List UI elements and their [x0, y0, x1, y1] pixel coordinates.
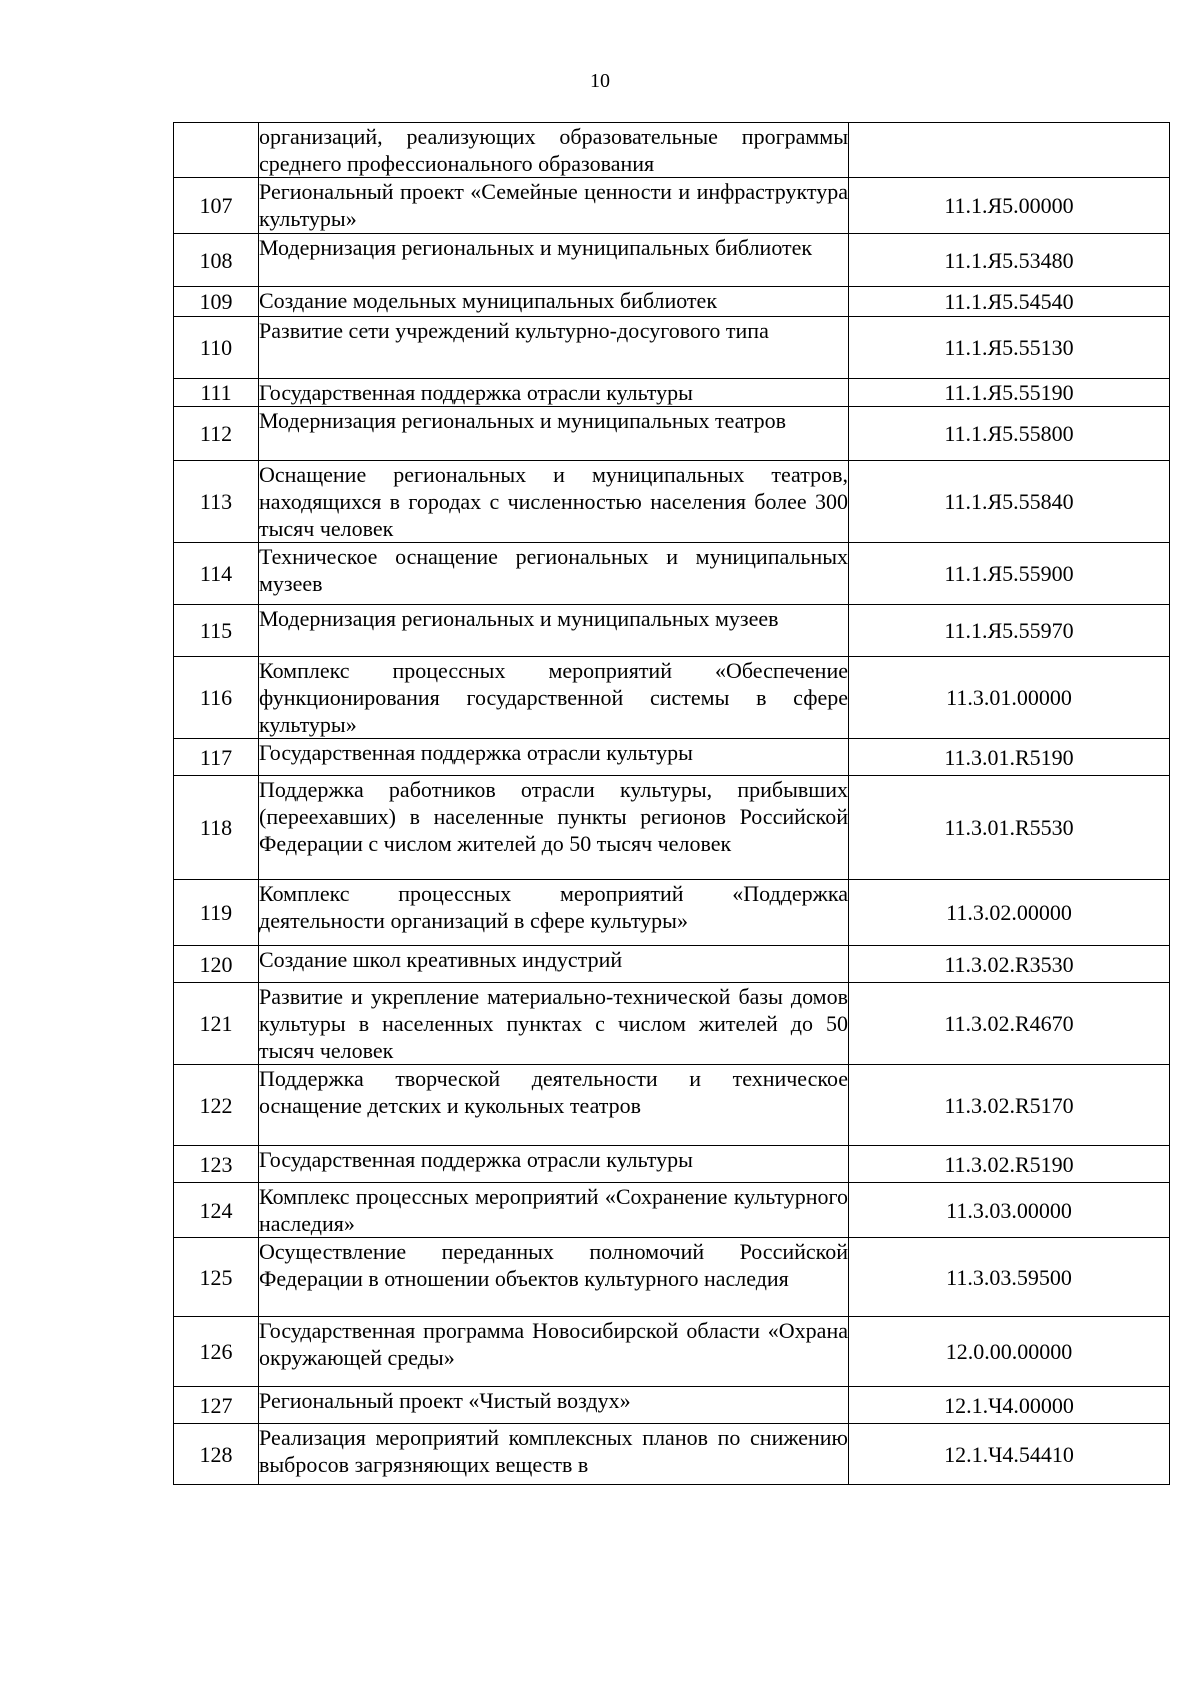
row-number: 115 — [174, 605, 259, 657]
row-name: Поддержка творческой деятельности и техническое оснащение детских и кукольных театров — [259, 1065, 849, 1146]
row-number: 125 — [174, 1238, 259, 1317]
row-code: 12.0.00.00000 — [849, 1317, 1170, 1387]
row-number: 120 — [174, 946, 259, 983]
table-row — [174, 543, 1170, 605]
row-name: Модернизация региональных и муниципальных театров — [259, 407, 849, 461]
row-name: Государственная поддержка отрасли культуры — [259, 1146, 849, 1183]
row-number: 109 — [174, 287, 259, 317]
row-number: 117 — [174, 739, 259, 776]
row-number: 107 — [174, 178, 259, 234]
row-number: 128 — [174, 1424, 259, 1485]
row-code — [849, 123, 1170, 178]
table-body — [174, 123, 1170, 1485]
row-code: 11.3.02.R4670 — [849, 983, 1170, 1065]
table-row — [174, 1424, 1170, 1485]
page-number: 10 — [590, 70, 610, 92]
row-code: 11.1.Я5.55970 — [849, 605, 1170, 657]
table-row — [174, 880, 1170, 946]
table-row — [174, 1065, 1170, 1146]
row-number: 108 — [174, 234, 259, 287]
row-code: 11.3.01.R5530 — [849, 776, 1170, 880]
table-row — [174, 1183, 1170, 1238]
row-code: 11.3.02.00000 — [849, 880, 1170, 946]
row-code: 11.1.Я5.55800 — [849, 407, 1170, 461]
row-name: организаций, реализующих образовательные программы среднего профессионального образования — [259, 124, 848, 176]
row-name: Осуществление переданных полномочий Российской Федерации в отношении объектов культурного наследия — [259, 1238, 849, 1317]
row-number: 116 — [174, 657, 259, 739]
table-row — [174, 461, 1170, 543]
table-row — [174, 287, 1170, 317]
row-name: Развитие сети учреждений культурно-досугового типа — [259, 317, 849, 379]
table-row — [174, 234, 1170, 287]
row-name: Государственная поддержка отрасли культуры — [259, 379, 849, 407]
row-name: Комплекс процессных мероприятий «Сохранение культурного наследия» — [259, 1184, 848, 1236]
row-code: 11.1.Я5.55900 — [849, 543, 1170, 605]
row-code: 11.1.Я5.55840 — [849, 461, 1170, 543]
table-row — [174, 1238, 1170, 1317]
row-name: Техническое оснащение региональных и муниципальных музеев — [259, 543, 849, 605]
table-row — [174, 776, 1170, 880]
table-row — [174, 605, 1170, 657]
row-name: Государственная поддержка отрасли культуры — [259, 739, 849, 776]
row-number: 111 — [174, 379, 259, 407]
row-number: 122 — [174, 1065, 259, 1146]
row-name: Развитие и укрепление материально-технической базы домов культуры в населенных пунктах с числом жителей до 50 тысяч человек — [259, 984, 848, 1063]
table-row — [174, 379, 1170, 407]
table-row — [174, 1317, 1170, 1387]
row-name: Региональный проект «Семейные ценности и инфраструктура культуры» — [259, 178, 849, 234]
row-number: 110 — [174, 317, 259, 379]
row-code: 11.1.Я5.55130 — [849, 317, 1170, 379]
row-number: 119 — [174, 880, 259, 946]
budget-classification-table — [173, 122, 1170, 1485]
row-name: Создание школ креативных индустрий — [259, 946, 849, 983]
row-code: 11.3.03.59500 — [849, 1238, 1170, 1317]
row-name: Комплекс процессных мероприятий «Обеспечение функционирования государственной системы в сфере культуры» — [259, 658, 848, 737]
row-code: 12.1.Ч4.54410 — [849, 1424, 1170, 1485]
row-name: Государственная программа Новосибирской области «Охрана окружающей среды» — [259, 1317, 849, 1387]
table-row — [174, 317, 1170, 379]
row-code: 12.1.Ч4.00000 — [849, 1387, 1170, 1424]
row-code: 11.3.02.R3530 — [849, 946, 1170, 983]
table-row — [174, 123, 1170, 178]
table-row — [174, 1387, 1170, 1424]
row-number: 123 — [174, 1146, 259, 1183]
row-code: 11.1.Я5.00000 — [849, 178, 1170, 234]
row-number: 114 — [174, 543, 259, 605]
row-number — [174, 123, 259, 178]
row-name: Оснащение региональных и муниципальных театров, находящихся в городах с численностью населения более 300 тысяч человек — [259, 462, 848, 541]
row-code: 11.3.01.00000 — [849, 657, 1170, 739]
row-number: 127 — [174, 1387, 259, 1424]
row-name: Модернизация региональных и муниципальных библиотек — [259, 234, 849, 287]
row-name: Модернизация региональных и муниципальных музеев — [259, 605, 849, 657]
table-row — [174, 1146, 1170, 1183]
table-row — [174, 946, 1170, 983]
row-number: 124 — [174, 1183, 259, 1238]
row-code: 11.1.Я5.55190 — [849, 379, 1170, 407]
row-code: 11.3.02.R5170 — [849, 1065, 1170, 1146]
row-code: 11.1.Я5.54540 — [849, 287, 1170, 317]
table-row — [174, 739, 1170, 776]
row-name: Создание модельных муниципальных библиотек — [259, 287, 849, 317]
table-row — [174, 178, 1170, 234]
row-number: 126 — [174, 1317, 259, 1387]
row-name: Комплекс процессных мероприятий «Поддержка деятельности организаций в сфере культуры» — [259, 880, 849, 946]
table-row — [174, 657, 1170, 739]
row-name: Реализация мероприятий комплексных планов по снижению выбросов загрязняющих веществ в — [259, 1424, 849, 1485]
row-name: Поддержка работников отрасли культуры, прибывших (переехавших) в населенные пункты регионов Российской Федерации с числом жителей до 50 тысяч человек — [259, 776, 849, 880]
row-number: 118 — [174, 776, 259, 880]
row-code: 11.1.Я5.53480 — [849, 234, 1170, 287]
row-name: Региональный проект «Чистый воздух» — [259, 1387, 849, 1424]
row-number: 121 — [174, 983, 259, 1065]
row-code: 11.3.01.R5190 — [849, 739, 1170, 776]
table-row — [174, 983, 1170, 1065]
row-code: 11.3.03.00000 — [849, 1183, 1170, 1238]
row-number: 113 — [174, 461, 259, 543]
row-code: 11.3.02.R5190 — [849, 1146, 1170, 1183]
table-row — [174, 407, 1170, 461]
row-number: 112 — [174, 407, 259, 461]
